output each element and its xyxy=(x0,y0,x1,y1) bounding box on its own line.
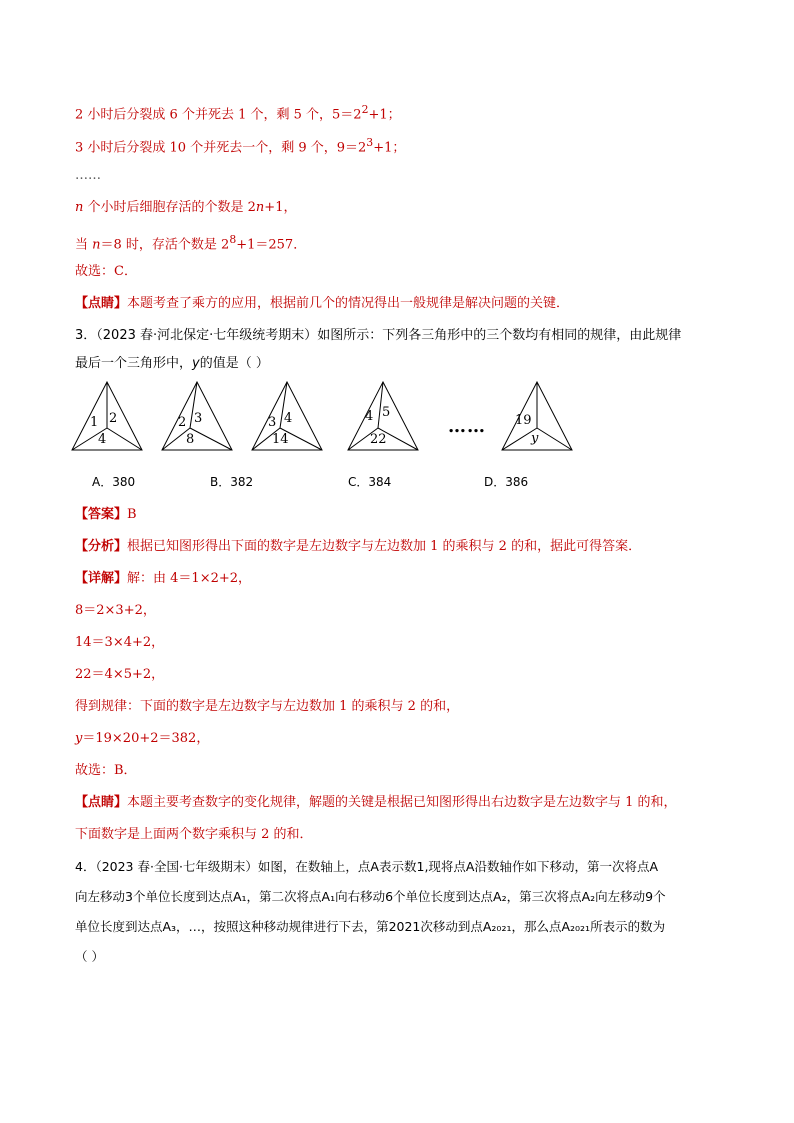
triangle-1-left: 1 xyxy=(90,415,99,430)
triangle-1-bottom: 4 xyxy=(98,432,107,447)
comment-line-1: 【点睛】本题主要考查数字的变化规律，解题的关键是根据已知图形得出右边数字是左边数字与 1 的和， xyxy=(75,795,677,810)
triangle-2 xyxy=(160,380,234,452)
triangle-2-bottom: 8 xyxy=(186,432,195,447)
prev-comment: 【点睛】本题考查了乘方的应用，根据前几个的情况得出一般规律是解决问题的关键． xyxy=(75,296,570,311)
q4-line-3: 单位长度到达点A₃，…，按照这种移动规律进行下去，第2021次移动到点A₂₀₂₁，那么点A₂₀₂₁所表示的数为 xyxy=(75,919,666,934)
detail-line-4: 22＝4×5+2， xyxy=(75,667,165,682)
triangle-5-left: 19 xyxy=(515,413,532,428)
triangle-3-left: 3 xyxy=(268,415,277,430)
detail-line-1: 【详解】解：由 4＝1×2+2， xyxy=(75,571,252,586)
detail-y-line: y＝19×20+2＝382， xyxy=(75,731,210,746)
detail-line-5: 得到规律：下面的数字是左边数字与左边数加 1 的乘积与 2 的和， xyxy=(75,699,460,714)
answer-line: 【答案】B xyxy=(75,507,137,522)
option-c[interactable]: C．384 xyxy=(348,475,392,489)
detail-line-3: 14＝3×4+2， xyxy=(75,635,165,650)
detail-line-2: 8＝2×3+2， xyxy=(75,603,156,618)
triangle-1 xyxy=(70,380,144,452)
q4-line-1: 4．（2023 春·全国·七年级期末）如图，在数轴上，点A表示数1,现将点A沿数轴作如下移动，第一次将点A xyxy=(75,859,659,874)
option-a[interactable]: A．380 xyxy=(92,475,136,489)
intro-line-1: 2 小时后分裂成 6 个并死去 1 个，剩 5 个，$5=2^2+1$； xyxy=(75,103,401,123)
q4-line-2: 向左移动3个单位长度到达点A₁，第二次将点A₁向右移动6个单位长度到达点A₂，第三次将点A₂向左移动9个 xyxy=(75,889,666,904)
triangle-3-right: 4 xyxy=(284,411,293,426)
triangles-ellipsis: …… xyxy=(448,416,486,437)
q4-line-4: （ ） xyxy=(75,949,104,964)
triangle-4-bottom: 22 xyxy=(370,432,387,447)
triangle-4-right: 5 xyxy=(382,405,391,420)
intro-line-2: 3 小时后分裂成 10 个并死去一个，剩 9 个，$9=2^3+1$； xyxy=(75,136,406,156)
option-d[interactable]: D．386 xyxy=(484,475,529,489)
triangle-2-left: 2 xyxy=(178,415,187,430)
triangle-4 xyxy=(346,380,420,452)
comment-line-2: 下面数字是上面两个数字乘积与 2 的和． xyxy=(75,827,313,842)
triangle-5 xyxy=(500,380,574,452)
ellipsis: …… xyxy=(75,168,101,183)
triangle-1-right: 2 xyxy=(109,411,118,426)
triangle-3 xyxy=(250,380,324,452)
detail-choice: 故选：B． xyxy=(75,763,137,778)
triangle-4-left: 4 xyxy=(365,409,374,424)
triangle-5-bottom: y xyxy=(531,431,539,446)
when-n8-line: 当 n＝8 时，存活个数是 $2^8+1=257$． xyxy=(75,233,307,253)
q3-line-2: 最后一个三角形中，y的值是（ ） xyxy=(75,356,269,371)
triangle-3-bottom: 14 xyxy=(272,432,289,447)
q3-line-1: 3．（2023 春·河北保定·七年级统考期末）如图所示：下列各三角形中的三个数均有相同的规律，由此规律 xyxy=(75,328,682,343)
option-b[interactable]: B．382 xyxy=(210,475,254,489)
prev-choice: 故选：C． xyxy=(75,264,137,279)
triangle-2-right: 3 xyxy=(194,411,203,426)
general-rule: n 个小时后细胞存活的个数是 2n+1， xyxy=(75,200,297,215)
analysis-line: 【分析】根据已知图形得出下面的数字是左边数字与左边数加 1 的乘积与 2 的和，据此可得答案． xyxy=(75,539,642,554)
